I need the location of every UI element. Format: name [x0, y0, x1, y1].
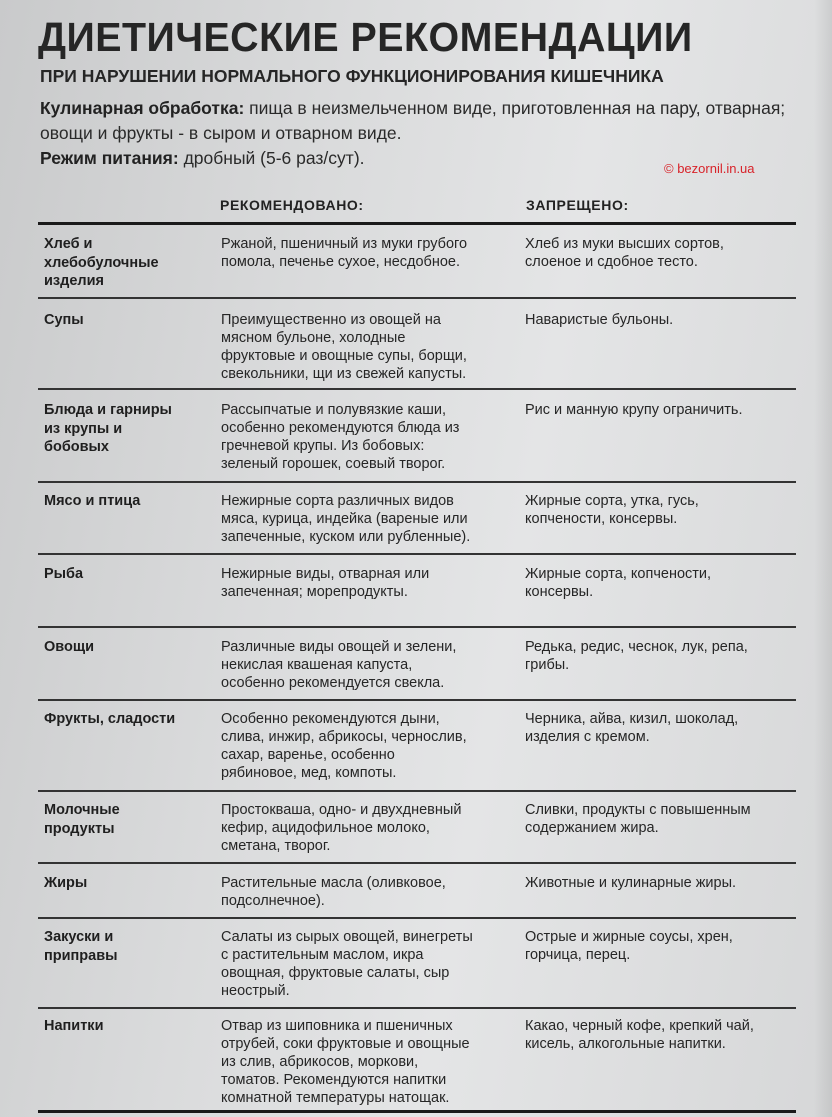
row-category: Рыба	[44, 566, 84, 582]
row-divider	[38, 699, 796, 701]
row-forbidden: Черника, айва, кизил, шоколад, изделия с кремом.	[525, 711, 739, 745]
column-header-forbidden: ЗАПРЕЩЕНО:	[526, 197, 629, 213]
row-divider	[38, 553, 796, 555]
row-recommended: Преимущественно из овощей на мясном бульоне, холодные фруктовые и овощные супы, борщи, свекольники, щи из свежей капусты.	[221, 312, 467, 382]
row-category: Мясо и птица	[44, 493, 141, 509]
row-category: Блюда и гарниры из крупы и бобовых	[44, 402, 172, 455]
row-forbidden: Жирные сорта, утка, гусь, копчености, консервы.	[525, 493, 699, 527]
watermark: © bezornil.in.ua	[664, 161, 755, 176]
row-recommended: Различные виды овощей и зелени, некислая квашеная капуста, особенно рекомендуется свекла.	[221, 639, 457, 691]
row-category: Хлеб и хлебобулочные изделия	[44, 236, 159, 289]
row-recommended: Ржаной, пшеничный из муки грубого помола, печенье сухое, несдобное.	[221, 236, 468, 270]
page-edge-shadow	[814, 0, 832, 1117]
bottom-rule	[38, 1110, 796, 1113]
row-recommended: Простокваша, одно- и двухдневный кефир, ацидофильное молоко, сметана, творог.	[221, 802, 462, 854]
row-forbidden: Наваристые бульоны.	[525, 312, 674, 328]
row-forbidden: Жирные сорта, копчености, консервы.	[525, 566, 712, 600]
row-divider	[38, 297, 796, 299]
cooking-label: Кулинарная обработка:	[40, 98, 245, 118]
regime-text: дробный (5-6 раз/сут).	[178, 148, 365, 168]
row-divider	[38, 481, 796, 483]
row-recommended: Салаты из сырых овощей, винегреты с растительным маслом, икра овощная, фруктовые салаты, сыр неострый.	[221, 929, 473, 999]
row-forbidden: Редька, редис, чеснок, лук, репа, грибы.	[525, 639, 748, 673]
row-category: Молочные продукты	[44, 802, 120, 837]
row-divider	[38, 388, 796, 390]
column-header-recommended: РЕКОМЕНДОВАНО:	[220, 197, 364, 213]
row-category: Напитки	[44, 1018, 104, 1034]
row-category: Овощи	[44, 639, 95, 655]
row-recommended: Особенно рекомендуются дыни, слива, инжир, абрикосы, чернослив, сахар, варенье, особенно рябиновое, мед, компоты.	[221, 711, 467, 781]
row-category: Фрукты, сладости	[44, 711, 176, 727]
row-forbidden: Рис и манную крупу ограничить.	[525, 402, 743, 418]
row-divider	[38, 790, 796, 792]
page-title: ДИЕТИЧЕСКИЕ РЕКОМЕНДАЦИИ	[38, 14, 693, 60]
row-divider	[38, 1007, 796, 1009]
row-forbidden: Животные и кулинарные жиры.	[525, 875, 737, 891]
row-recommended: Нежирные сорта различных видов мяса, курица, индейка (вареные или запеченные, куском или рубленные).	[221, 493, 471, 545]
page-subtitle: ПРИ НАРУШЕНИИ НОРМАЛЬНОГО ФУНКЦИОНИРОВАНИЯ КИШЕЧНИКА	[40, 66, 664, 86]
row-forbidden: Хлеб из муки высших сортов, слоеное и сдобное тесто.	[525, 236, 724, 270]
row-recommended: Отвар из шиповника и пшеничных отрубей, соки фруктовые и овощные из слив, абрикосов, моркови, томатов. Рекомендуются напитки комнатной температуры натощак.	[221, 1018, 470, 1106]
row-category: Жиры	[44, 875, 88, 891]
row-divider	[38, 862, 796, 864]
row-category: Закуски и приправы	[44, 929, 118, 964]
header-rule	[38, 222, 796, 225]
regime-label: Режим питания:	[40, 148, 179, 168]
row-category: Супы	[44, 312, 84, 328]
row-divider	[38, 917, 796, 919]
row-recommended: Рассыпчатые и полувязкие каши, особенно рекомендуются блюда из гречневой крупы. Из бобовых: зеленый горошек, соевый творог.	[221, 402, 460, 472]
intro-paragraph	[40, 96, 800, 171]
row-forbidden: Какао, черный кофе, крепкий чай, кисель, алкогольные напитки.	[525, 1018, 754, 1052]
row-divider	[38, 626, 796, 628]
row-forbidden: Острые и жирные соусы, хрен, горчица, перец.	[525, 929, 733, 963]
row-recommended: Растительные масла (оливковое, подсолнечное).	[221, 875, 446, 909]
row-recommended: Нежирные виды, отварная или запеченная; морепродукты.	[221, 566, 430, 600]
row-forbidden: Сливки, продукты с повышенным содержанием жира.	[525, 802, 751, 836]
cooking-text: пища в неизмельченном виде, приготовленная на пару, отварная; овощи и фрукты - в сыром и отварном виде.	[40, 98, 786, 143]
